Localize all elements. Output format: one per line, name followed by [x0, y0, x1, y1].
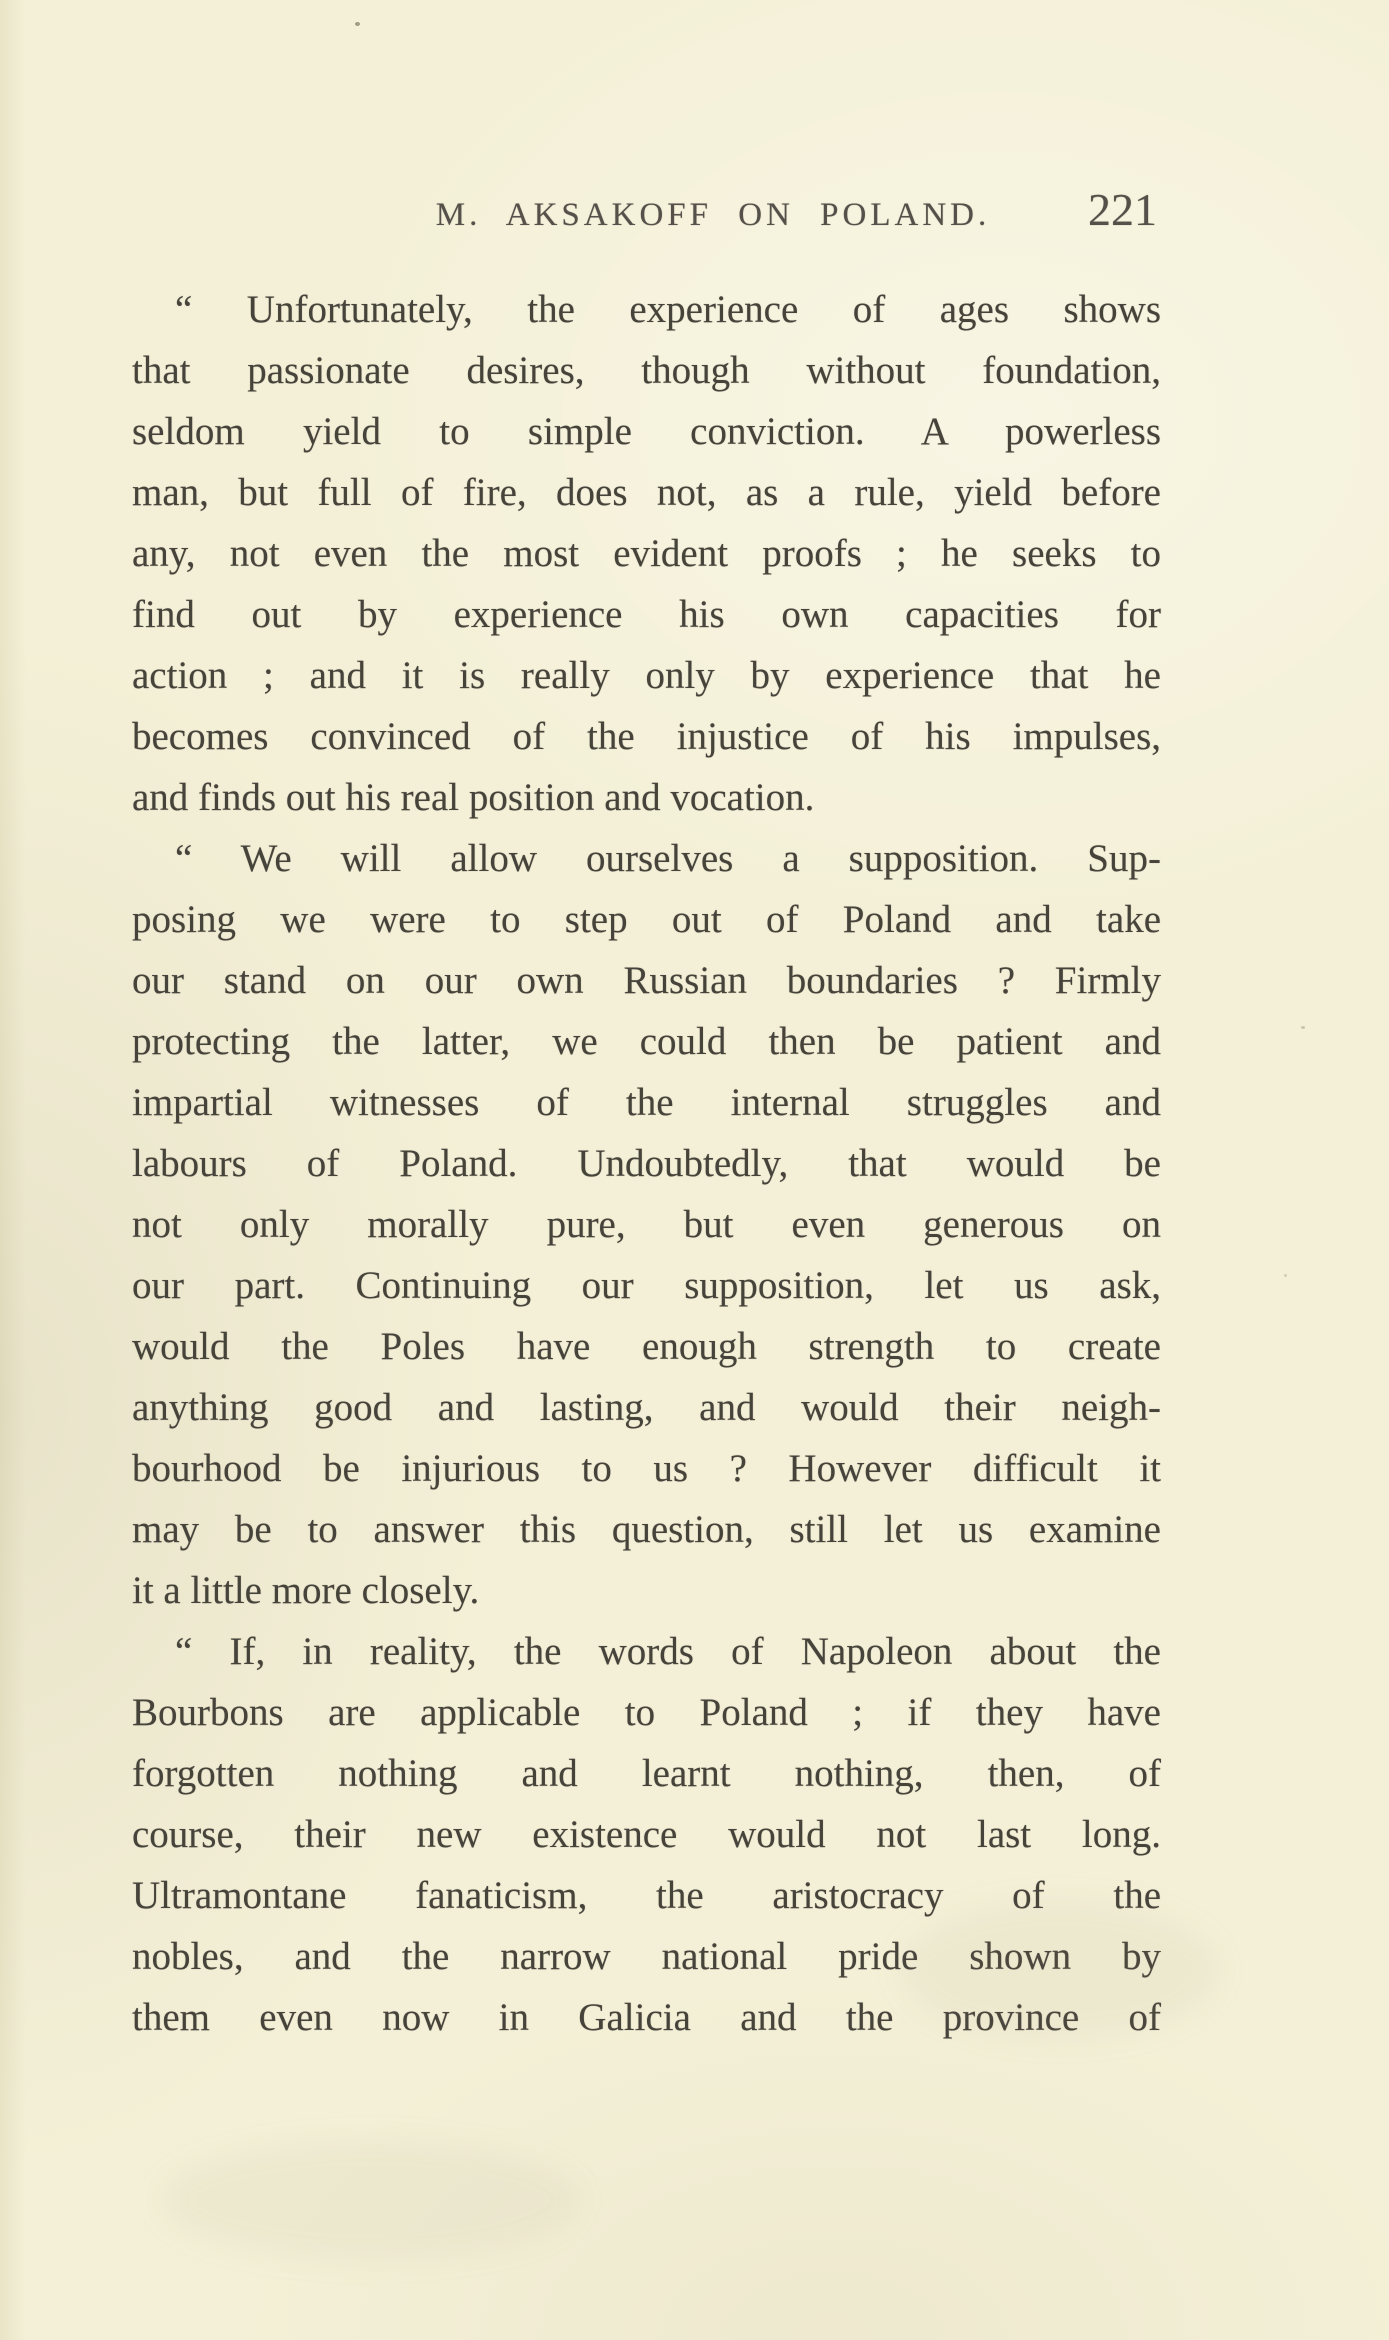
running-title: M. AKSAKOFF ON POLAND.	[435, 197, 991, 233]
body-text	[132, 279, 1161, 2048]
paper-speck	[355, 22, 360, 26]
text-line: it a little more closely.	[132, 1569, 480, 1612]
text-line: them even now in Galicia and the province of	[132, 1996, 1161, 2039]
text-line: Ultramontane fanaticism, the aristocracy of the	[132, 1874, 1161, 1917]
text-line: would the Poles have enough strength to create	[132, 1325, 1161, 1368]
text-line: Bourbons are applicable to Poland ; if they have	[132, 1691, 1161, 1734]
text-line: “ If, in reality, the words of Napoleon about the	[175, 1630, 1161, 1673]
text-line: posing we were to step out of Poland and take	[132, 898, 1161, 941]
text-line: course, their new existence would not last long.	[132, 1813, 1161, 1856]
text-line: protecting the latter, we could then be patient and	[132, 1020, 1161, 1063]
paper-speck	[1284, 1274, 1287, 1277]
text-line: bourhood be injurious to us ? However difficult it	[132, 1447, 1161, 1490]
paper-speck	[1301, 1026, 1305, 1029]
text-line: anything good and lasting, and would their neigh-	[132, 1386, 1161, 1429]
text-line: find out by experience his own capacities for	[132, 593, 1161, 636]
text-line: our part. Continuing our supposition, let us ask,	[132, 1264, 1161, 1307]
text-line: “ Unfortunately, the experience of ages shows	[175, 288, 1161, 331]
text-line: our stand on our own Russian boundaries ? Firmly	[132, 959, 1161, 1002]
paragraph	[132, 828, 1161, 1621]
paper-smudge	[900, 1900, 1220, 2040]
text-line: and finds out his real position and vocation.	[132, 776, 815, 819]
text-line: may be to answer this question, still let us examine	[132, 1508, 1161, 1551]
text-line: action ; and it is really only by experience that he	[132, 654, 1161, 697]
text-line: “ We will allow ourselves a supposition. Sup-	[175, 837, 1161, 880]
text-line: becomes convinced of the injustice of his impulses,	[132, 715, 1161, 758]
text-line: forgotten nothing and learnt nothing, then, of	[132, 1752, 1161, 1795]
paragraph	[132, 279, 1161, 828]
text-line: not only morally pure, but even generous on	[132, 1203, 1161, 1246]
paper-smudge	[160, 2140, 580, 2260]
text-line: any, not even the most evident proofs ; he seeks to	[132, 532, 1161, 575]
text-line: man, but full of fire, does not, as a rule, yield before	[132, 471, 1161, 514]
text-line: nobles, and the narrow national pride shown by	[132, 1935, 1161, 1978]
text-line: seldom yield to simple conviction. A powerless	[132, 410, 1161, 453]
page-number: 221	[1088, 184, 1157, 235]
text-line: that passionate desires, though without foundation,	[132, 349, 1161, 392]
text-line: impartial witnesses of the internal struggles and	[132, 1081, 1161, 1124]
text-line: labours of Poland. Undoubtedly, that would be	[132, 1142, 1161, 1185]
